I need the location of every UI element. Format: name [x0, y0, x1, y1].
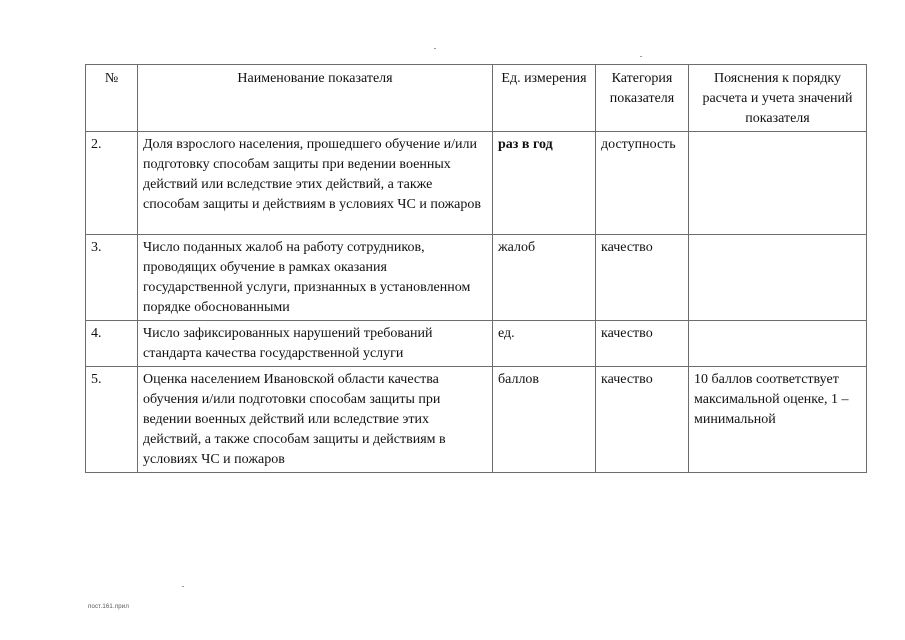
- indicator-explanation: [689, 235, 867, 321]
- table-row: [86, 321, 867, 367]
- indicator-explanation: [689, 132, 867, 235]
- footer-file-label: пост.161.прил: [88, 604, 130, 610]
- indicator-unit: раз в год: [493, 132, 596, 235]
- indicator-unit: жалоб: [493, 235, 596, 321]
- indicator-name: Оценка населением Ивановской области качества обучения и/или подготовки способам защиты при ведении военных действий или вследствие этих действий, а также способам защиты и действиям в условиях ЧС и пожаров: [138, 367, 493, 473]
- table-row: [86, 235, 867, 321]
- table-row: [86, 367, 867, 473]
- scan-speck: [434, 48, 436, 49]
- header-name: Наименование показателя: [138, 65, 493, 132]
- indicator-explanation: 10 баллов соответствует максимальной оценке, 1 – минимальной: [689, 367, 867, 473]
- indicators-table: [85, 64, 867, 473]
- row-number: 5.: [86, 367, 138, 473]
- indicator-name: Доля взрослого населения, прошедшего обучение и/или подготовку способам защиты при ведении военных действий или вследствие этих действий, а также способам защиты и действиям в условиях ЧС и пожаров: [138, 132, 493, 235]
- header-category: Категория показателя: [596, 65, 689, 132]
- header-unit: Ед. измерения: [493, 65, 596, 132]
- indicator-category: качество: [596, 321, 689, 367]
- row-number: 4.: [86, 321, 138, 367]
- indicator-category: качество: [596, 235, 689, 321]
- scan-speck: [640, 56, 642, 57]
- indicator-unit: баллов: [493, 367, 596, 473]
- row-number: 2.: [86, 132, 138, 235]
- table-row: [86, 132, 867, 235]
- indicator-name: Число поданных жалоб на работу сотрудников, проводящих обучение в рамках оказания государственной услуги, признанных в установленном порядке обоснованными: [138, 235, 493, 321]
- indicator-name: Число зафиксированных нарушений требований стандарта качества государственной услуги: [138, 321, 493, 367]
- scan-speck: [182, 586, 184, 587]
- indicator-category: доступность: [596, 132, 689, 235]
- indicator-explanation: [689, 321, 867, 367]
- row-number: 3.: [86, 235, 138, 321]
- indicator-unit: ед.: [493, 321, 596, 367]
- table-header-row: [86, 65, 867, 132]
- header-explanation: Пояснения к порядку расчета и учета значений показателя: [689, 65, 867, 132]
- indicator-category: качество: [596, 367, 689, 473]
- header-num: №: [86, 65, 138, 132]
